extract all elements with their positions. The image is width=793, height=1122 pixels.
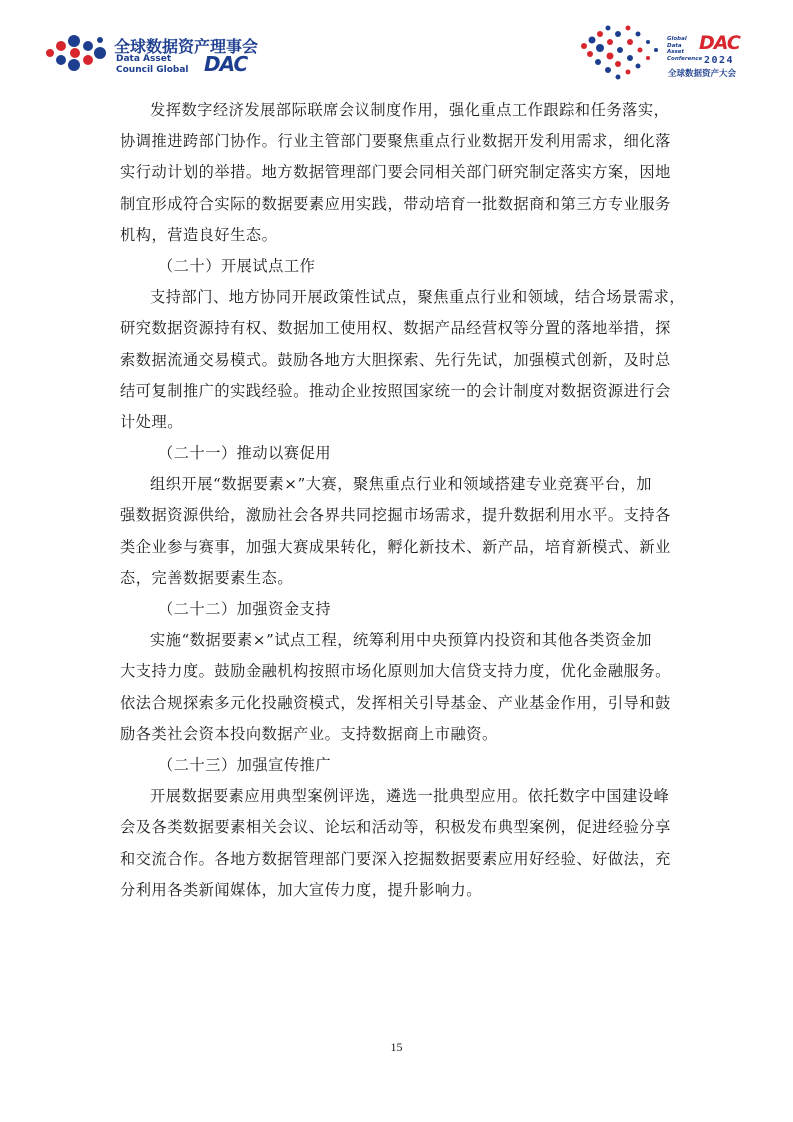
paragraph-line: 制宜形成符合实际的数据要素应用实践，带动培育一批数据商和第三方专业服务 xyxy=(120,194,671,213)
section-heading: （二十三）加强宣传推广 xyxy=(158,755,332,774)
paragraph-line: 结可复制推广的实践经验。推动企业按照国家统一的会计制度对数据资源进行会 xyxy=(120,381,671,400)
paragraph-line: 类企业参与赛事，加强大赛成果转化，孵化新技术、新产品，培育新模式、新业 xyxy=(120,537,671,556)
paragraph-line: 强数据资源供给，激励社会各界共同挖掘市场需求，提升数据利用水平。支持各 xyxy=(120,506,671,525)
paragraph-line: 会及各类数据要素相关会议、论坛和活动等，积极发布典型案例，促进经验分享 xyxy=(120,818,671,837)
conference-burst-logo-icon xyxy=(578,22,668,82)
section-heading: （二十）开展试点工作 xyxy=(158,256,316,275)
paragraph-line: 索数据流通交易模式。鼓励各地方大胆探索、先行先试，加强模式创新，及时总 xyxy=(120,350,671,369)
org-logo xyxy=(44,30,284,78)
conference-name-en-word: Global xyxy=(667,36,687,42)
paragraph-line: 机构，营造良好生态。 xyxy=(120,225,278,244)
conference-name-en-word: Asset xyxy=(667,49,685,55)
paragraph-line: 开展数据要素应用典型案例评选，遴选一批典型应用。依托数字中国建设峰 xyxy=(150,787,670,806)
conference-name-cn: 全球数据资产大会 xyxy=(668,69,737,79)
org-name-cn: 全球数据资产理事会 xyxy=(114,37,259,56)
conference-year: 2024 xyxy=(704,55,735,66)
org-name-en-line2: Council Global xyxy=(116,65,189,75)
paragraph-line: 态，完善数据要素生态。 xyxy=(120,568,294,587)
org-name-en-line1: Data Asset xyxy=(116,54,172,64)
conference-name-en xyxy=(667,36,702,62)
section-heading: （二十二）加强资金支持 xyxy=(158,600,332,618)
paragraph-line: 实行动计划的举措。地方数据管理部门要会同相关部门研究制定落实方案，因地 xyxy=(120,163,671,182)
section-heading: （二十一）推动以赛促用 xyxy=(158,444,332,463)
conference-abbr: DAC xyxy=(699,32,740,54)
conference-name-en-word: Conference xyxy=(667,55,703,62)
paragraph-line: 分利用各类新闻媒体，加大宣传力度，提升影响力。 xyxy=(120,880,482,899)
page-number: 15 xyxy=(390,1040,403,1054)
paragraph-line: 组织开展“数据要素×”大赛，聚焦重点行业和领域搭建专业竞赛平台，加 xyxy=(150,475,653,494)
conference-name-en-word: Data xyxy=(667,42,682,49)
paragraph-line: 研究数据资源持有权、数据加工使用权、数据产品经营权等分置的落地举措，探 xyxy=(120,319,671,338)
paragraph-line: 计处理。 xyxy=(120,412,183,431)
paragraph-line: 大支持力度。鼓励金融机构按照市场化原则加大信贷支持力度，优化金融服务。 xyxy=(120,662,671,681)
paragraph-line: 发挥数字经济发展部际联席会议制度作用，强化重点工作跟踪和任务落实， xyxy=(150,101,670,119)
paragraph-line: 励各类社会资本投向数据产业。支持数据商上市融资。 xyxy=(120,724,498,743)
document-body xyxy=(120,95,686,906)
paragraph-line: 支持部门、地方协同开展政策性试点，聚焦重点行业和领域，结合场景需求， xyxy=(150,288,686,307)
paragraph-line: 实施“数据要素×”试点工程，统筹利用中央预算内投资和其他各类资金加 xyxy=(150,631,653,650)
org-abbr: DAC xyxy=(204,52,248,76)
paragraph-line: 和交流合作。各地方数据管理部门要深入挖掘数据要素应用好经验、好做法，充 xyxy=(120,849,671,868)
paragraph-line: 依法合规探索多元化投融资模式，发挥相关引导基金、产业基金作用，引导和鼓 xyxy=(120,693,671,712)
paragraph-line: 协调推进跨部门协作。行业主管部门要聚焦重点行业数据开发利用需求，细化落 xyxy=(120,132,671,151)
dac-dots-logo-icon xyxy=(44,32,110,74)
conference-logo xyxy=(578,22,768,82)
